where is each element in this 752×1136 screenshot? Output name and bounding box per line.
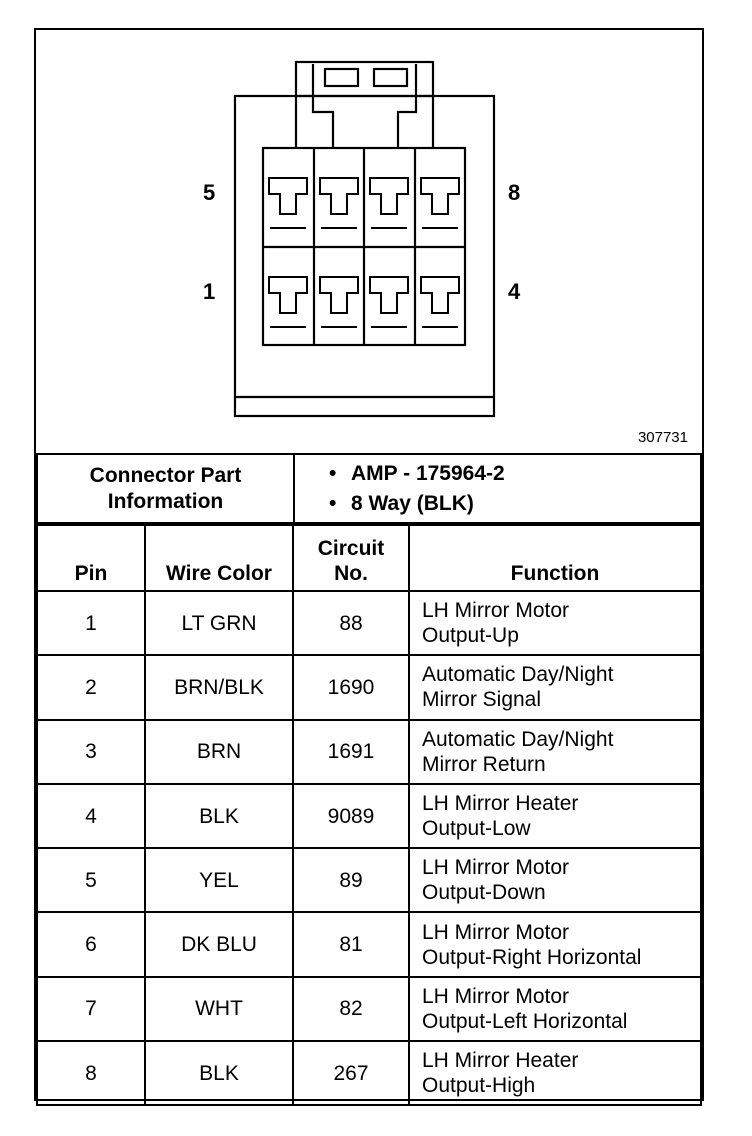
table-row [37,720,701,784]
table-row [37,1041,701,1105]
pin-number: 1 [37,591,145,655]
pin-label-4: 4 [508,279,521,304]
pin-number: 2 [37,655,145,719]
circuit-number: 267 [293,1041,409,1105]
wire-color: WHT [145,977,293,1041]
header-wire-color: Wire Color [145,525,293,591]
connector-drawing [36,30,702,453]
wire-color: YEL [145,848,293,912]
function-description: Automatic Day/Night Mirror Return [409,720,701,784]
terminal-cavity [320,178,358,214]
pin-label-8: 8 [508,180,521,205]
pin-number: 7 [37,977,145,1041]
pin-number: 4 [37,784,145,848]
header-function: Function [409,525,701,591]
connector-face-graphic [36,30,702,453]
table-row [37,591,701,655]
circuit-number: 1690 [293,655,409,719]
table-row [37,655,701,719]
table-row [37,784,701,848]
function-description: LH Mirror Heater Output-Low [409,784,701,848]
terminal-cavity [320,277,358,313]
connector-info-values [294,454,701,523]
connector-info-label: Connector Part Information [37,454,294,523]
figure-id: 307731 [637,429,688,446]
function-description: LH Mirror Heater Output-High [409,1041,701,1105]
wire-color: BRN/BLK [145,655,293,719]
connector-way-count: • 8 Way (BLK) [329,491,474,515]
wire-color: BRN [145,720,293,784]
wire-color: BLK [145,1041,293,1105]
table-row [37,848,701,912]
circuit-number: 1691 [293,720,409,784]
terminal-cavity [269,277,307,313]
circuit-number: 82 [293,977,409,1041]
terminal-cavity [421,277,459,313]
circuit-number: 88 [293,591,409,655]
circuit-number: 81 [293,912,409,976]
function-description: Automatic Day/Night Mirror Signal [409,655,701,719]
table-row [37,977,701,1041]
wire-color: DK BLU [145,912,293,976]
wire-color: LT GRN [145,591,293,655]
circuit-number: 9089 [293,784,409,848]
header-circuit-no: Circuit No. [293,525,409,591]
terminal-cavity [421,178,459,214]
pin-table-header [37,525,701,591]
connector-sheet [34,28,704,1101]
terminal-cavity [370,178,408,214]
terminal-cavity [370,277,408,313]
function-description: LH Mirror Motor Output-Up [409,591,701,655]
function-description: LH Mirror Motor Output-Right Horizontal [409,912,701,976]
terminal-cavity [269,178,307,214]
pin-label-1: 1 [203,279,216,304]
table-row [37,912,701,976]
pin-number: 6 [37,912,145,976]
pin-table [36,524,702,1106]
function-description: LH Mirror Motor Output-Down [409,848,701,912]
wire-color: BLK [145,784,293,848]
connector-part-number: • AMP - 175964-2 [329,461,505,485]
pin-number: 8 [37,1041,145,1105]
circuit-number: 89 [293,848,409,912]
function-description: LH Mirror Motor Output-Left Horizontal [409,977,701,1041]
connector-info-table [36,453,702,524]
header-pin: Pin [37,525,145,591]
pin-number: 5 [37,848,145,912]
pin-number: 3 [37,720,145,784]
pin-label-5: 5 [203,180,216,205]
connector-latch [296,62,433,96]
